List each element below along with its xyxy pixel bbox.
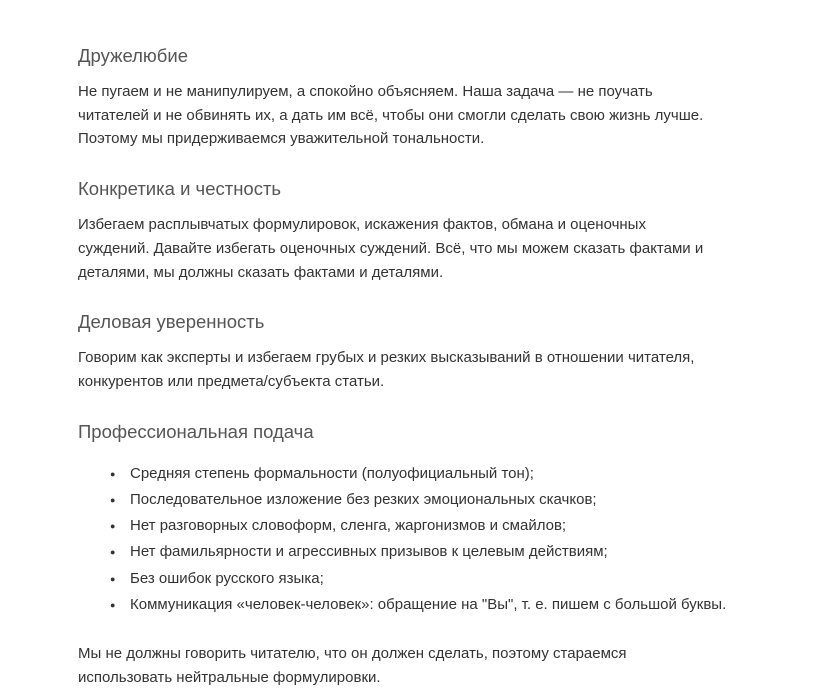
list-item: ● Нет фамильярности и агрессивных призывов к целевым действиям;	[130, 540, 730, 563]
section-heading: Дружелюбие	[78, 45, 189, 66]
list-item: ● Последовательное изложение без резких эмоциональных скачков;	[130, 488, 730, 511]
section-heading: Деловая уверенность	[78, 311, 265, 333]
section-professional-presentation	[78, 420, 740, 617]
list-item: ● Нет разговорных словоформ, сленга, жаргонизмов и смайлов;	[130, 514, 730, 537]
bullet-list	[78, 462, 740, 617]
section-specificity-honesty	[78, 177, 740, 284]
section-friendliness	[78, 44, 740, 151]
section-heading: Профессиональная подача	[78, 420, 314, 442]
section-paragraph: Не пугаем и не манипулируем, а спокойно объясняем. Наша задача — не поучать читателей и не обвинять их, а дать им всё, чтобы они смогли сделать свою жизнь лучше. Поэтому мы придерживаемся уважительной тональности.	[78, 83, 704, 148]
section-business-confidence	[78, 310, 740, 393]
list-item: ● Без ошибок русского языка;	[130, 567, 730, 590]
section-heading: Конкретика и честность	[78, 178, 282, 200]
section-paragraph: Говорим как эксперты и избегаем грубых и резких высказываний в отношении читателя, конкурентов или предмета/субъекта статьи.	[78, 349, 695, 390]
closing-paragraph: Мы не должны говорить читателю, что он должен сделать, поэтому стараемся использовать нейтральные формулировки.	[78, 645, 627, 686]
list-item: ● Коммуникация «человек-человек»: обращение на "Вы", т. е. пишем с большой буквы.	[130, 593, 730, 616]
list-item: ● Средняя степень формальности (полуофициальный тон);	[130, 462, 730, 485]
section-paragraph: Избегаем расплывчатых формулировок, искажения фактов, обмана и оценочных суждений. Давайте избегать оценочных суждений. Всё, что мы можем сказать фактами и деталями, мы должны сказать фактами и деталями.	[78, 216, 704, 281]
